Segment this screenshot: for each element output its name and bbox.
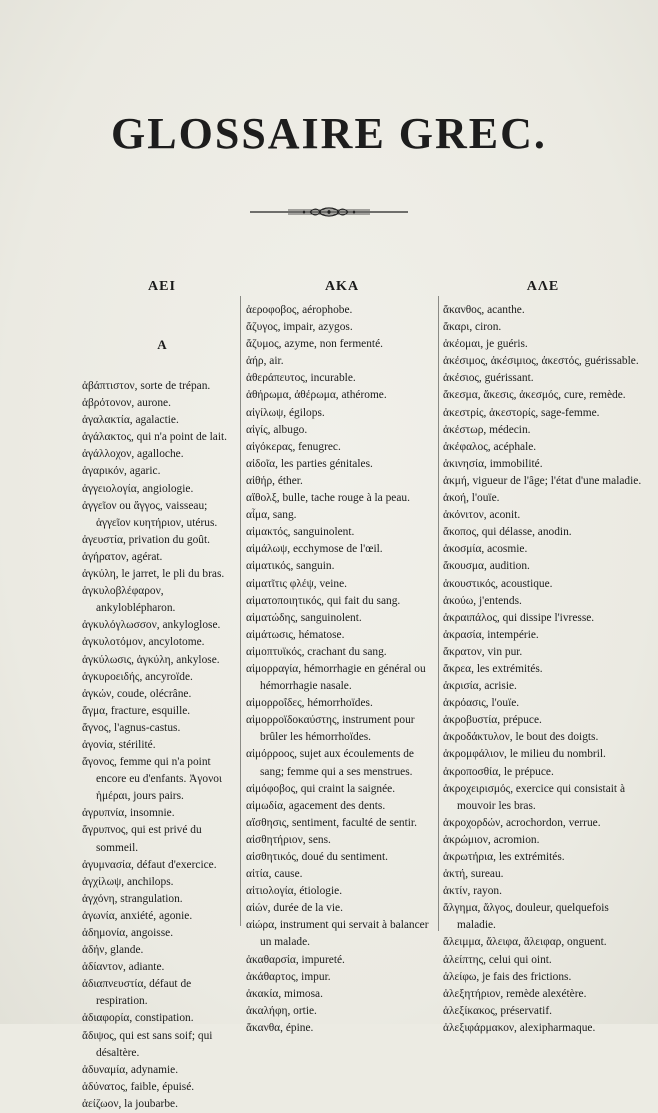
- glossary-entry: ἄγνος, l'agnus-castus.: [82, 721, 181, 734]
- glossary-entry: ἄκαρι, ciron.: [443, 321, 502, 334]
- section-letter: A: [157, 337, 167, 352]
- glossary-entry: ἀγκυροειδής, ancyroïde.: [82, 670, 193, 683]
- glossary-entry: ἀδιαπνευστία, défaut de respiration.: [82, 978, 192, 1008]
- glossary-entry: ἄκοπος, qui délasse, anodin.: [443, 526, 572, 539]
- glossary-entry: ἀγκύλωσις, ἀγκύλη, ankylose.: [82, 653, 220, 666]
- glossary-entry: αἱματῖτις φλέψ, veine.: [246, 577, 347, 590]
- glossary-entry: αἱμόφοβος, qui craint la saignée.: [246, 782, 396, 795]
- column-3: [443, 278, 643, 1037]
- glossary-entry: ἀθεράπευτος, incurable.: [246, 372, 356, 385]
- glossary-entry: ἀκραιπάλος, qui dissipe l'ivresse.: [443, 611, 595, 624]
- glossary-entry: ἀθήρωμα, ἀθέρωμα, athérome.: [246, 389, 387, 402]
- glossary-entry: ἀκμή, vigueur de l'âge; l'état d'une maladie.: [443, 474, 642, 487]
- entry-list: [246, 302, 438, 1037]
- glossary-entry: ἀγαρικόν, agaric.: [82, 465, 161, 478]
- glossary-entry: ἀκτή, sureau.: [443, 868, 504, 881]
- glossary-entry: αἰτία, cause.: [246, 868, 303, 881]
- glossary-entry: ἀκαθαρσία, impureté.: [246, 953, 345, 966]
- glossary-entry: ἀκάθαρτος, impur.: [246, 970, 331, 983]
- glossary-entry: ἀβάπτιστον, sorte de trépan.: [82, 380, 211, 392]
- glossary-entry: ἀγκυλοβλέφαρον, ankyloblépharon.: [82, 585, 176, 615]
- glossary-entry: αἰγίλωψ, égilops.: [246, 406, 325, 419]
- glossary-entry: ἀγκών, coude, olécrâne.: [82, 687, 192, 700]
- glossary-entry: αἰσθητήριον, sens.: [246, 833, 331, 846]
- glossary-entry: ἀγωνία, anxiété, agonie.: [82, 909, 193, 922]
- glossary-entry: ἀκόνιτον, aconit.: [443, 509, 521, 522]
- glossary-entry: ἀκρόασις, l'ouïe.: [443, 697, 520, 710]
- glossary-entry: ἀδίαντον, adiante.: [82, 961, 165, 974]
- glossary-entry: ἀήρ, air.: [246, 355, 284, 368]
- glossary-entry: αἰθήρ, éther.: [246, 474, 303, 487]
- glossary-entry: ἀκροχειρισμός, exercice qui consistait à mouvoir les bras.: [443, 782, 625, 812]
- glossary-entry: ἀδημονία, angoisse.: [82, 927, 174, 939]
- glossary-entry: ἀγχίλωψ, anchilops.: [82, 875, 174, 888]
- glossary-entry: ἀεροφοβος, aérophobe.: [246, 304, 353, 316]
- glossary-entry: ἄκεσμα, ἄκεσις, ἀκεσμός, cure, remède.: [443, 389, 626, 402]
- glossary-entry: αἰδοῖα, les parties génitales.: [246, 457, 373, 470]
- glossary-entry: ἀκουστικός, acoustique.: [443, 577, 553, 590]
- glossary-entry: αἱμωδία, agacement des dents.: [246, 799, 386, 812]
- glossary-entry: αἱματώδης, sanguinolent.: [246, 611, 362, 624]
- glossary-entry: ἀγγεῖον ou ἄγγος, vaisseau; ἀγγεῖον κυητήριον, utérus.: [82, 499, 218, 529]
- glossary-entry: αἰσθητικός, doué du sentiment.: [246, 851, 388, 863]
- glossary-entry: αἱμοπτυϊκός, crachant du sang.: [246, 645, 387, 658]
- glossary-entry: ἀκέστωρ, médecin.: [443, 423, 531, 436]
- glossary-entry: ἀγχόνη, strangulation.: [82, 892, 183, 905]
- column-header: AKA: [324, 279, 360, 294]
- glossary-entry: ἄλγημα, ἄλγος, douleur, quelquefois maladie.: [443, 902, 609, 932]
- glossary-entry: ἀκοή, l'ouïe.: [443, 492, 500, 505]
- glossary-entry: αἱμάλωψ, ecchymose de l'œil.: [246, 543, 383, 556]
- glossary-entry: ἀλεξιφάρμακον, alexipharmaque.: [443, 1021, 596, 1034]
- glossary-entry: αἱματικός, sanguin.: [246, 560, 335, 573]
- glossary-entry: ἀκρισία, acrisie.: [443, 680, 517, 693]
- glossary-entry: ἄδιψος, qui est sans soif; qui désaltère.: [82, 1029, 213, 1059]
- glossary-entry: ἀκρομφάλιον, le milieu du nombril.: [443, 748, 606, 761]
- glossary-entry: ἀλείπτης, celui qui oint.: [443, 953, 552, 966]
- glossary-entry: ἀκρωτήρια, les extrémités.: [443, 851, 565, 863]
- glossary-entry: ἀγυμνασία, défaut d'exercice.: [82, 858, 217, 871]
- glossary-entry: ἄγμα, fracture, esquille.: [82, 704, 191, 717]
- glossary-entry: ἀκροβυστία, prépuce.: [443, 714, 542, 727]
- glossary-entry: ἀκαλήφη, ortie.: [246, 1004, 317, 1017]
- glossary-entry: ἀγκυλοτόμον, ancylotome.: [82, 636, 205, 649]
- glossary-entry: ἀκέσιμος, ἀκέσιμιος, ἀκεστός, guérissable.: [443, 355, 639, 368]
- glossary-entry: ἀγγειολογία, angiologie.: [82, 482, 194, 495]
- glossary-entry: ἄγονος, femme qui n'a point encore eu d'enfants. Ἀγονοι ἡμέραι, jours pairs.: [82, 756, 222, 803]
- entry-list: [443, 302, 643, 1037]
- glossary-entry: ἀδήν, glande.: [82, 944, 144, 957]
- glossary-entry: ἄκρατον, vin pur.: [443, 645, 523, 658]
- glossary-entry: ἀκέσιος, guérissant.: [443, 372, 534, 385]
- glossary-entry: ἀβρότονον, aurone.: [82, 397, 171, 410]
- glossary-entry: αἰώρα, instrument qui servait à balancer un malade.: [246, 919, 429, 949]
- glossary-entry: ἀκινησία, immobilité.: [443, 457, 543, 470]
- glossary-entry: ἀλεξίκακος, préservatif.: [443, 1004, 552, 1017]
- glossary-entry: ἀκεστρίς, ἀκεστορίς, sage-femme.: [443, 406, 600, 419]
- glossary-entry: αἰτιολογία, étiologie.: [246, 885, 343, 898]
- entry-list: [82, 378, 242, 1113]
- glossary-entry: ἀκρασία, intempérie.: [443, 628, 539, 641]
- glossary-entry: ἄκρεα, les extrémités.: [443, 662, 543, 675]
- glossary-entry: ἀδυναμία, adynamie.: [82, 1063, 179, 1076]
- glossary-entry: ἀγρυπνία, insomnie.: [82, 807, 175, 820]
- glossary-entry: ἀκροχορδών, acrochordon, verrue.: [443, 816, 601, 829]
- glossary-entry: ἀδύνατος, faible, épuisé.: [82, 1080, 195, 1093]
- glossary-entry: ἀκροποσθία, le prépuce.: [443, 765, 554, 778]
- glossary-entry: ἀκρώμιον, acromion.: [443, 833, 540, 846]
- glossary-entry: ἄζυμος, azyme, non fermenté.: [246, 338, 384, 351]
- glossary-entry: ἀγαλακτία, agalactie.: [82, 414, 179, 427]
- glossary-entry: ἀλεξητήριον, remède alexétère.: [443, 987, 587, 1000]
- glossary-entry: ἄκανθος, acanthe.: [443, 304, 525, 316]
- glossary-entry: ἀκέομαι, je guéris.: [443, 338, 528, 351]
- column-header: AΛE: [526, 279, 560, 294]
- glossary-entry: αἰγόκερας, fenugrec.: [246, 440, 341, 453]
- glossary-entry: ἀγήρατον, agérat.: [82, 550, 163, 563]
- column-header: AEI: [148, 279, 176, 294]
- column-2: [246, 278, 438, 1037]
- glossary-entry: ἀκοσμία, acosmie.: [443, 543, 528, 556]
- glossary-entry: αἱμορροΐδες, hémorrhoïdes.: [246, 697, 373, 710]
- glossary-entry: ἀκροδάκτυλον, le bout des doigts.: [443, 731, 599, 744]
- glossary-entry: ἄζυγος, impair, azygos.: [246, 321, 353, 334]
- glossary-entry: αἱμορραγία, hémorrhagie en général ou hémorrhagie nasale.: [246, 662, 426, 693]
- glossary-entry: ἀκούω, j'entends.: [443, 594, 522, 607]
- glossary-entry: ἀγάλλοχον, agalloche.: [82, 448, 184, 461]
- glossary-entry: αἴσθησις, sentiment, faculté de sentir.: [246, 816, 417, 829]
- glossary-entry: ἀλείφω, je fais des frictions.: [443, 970, 572, 983]
- glossary-entry: ἀκακία, mimosa.: [246, 987, 323, 1000]
- glossary-entry: ἄκανθα, épine.: [246, 1021, 314, 1034]
- ornament-divider-icon: [248, 200, 410, 224]
- glossary-entry: αἱμορροϊδοκαύστης, instrument pour brûler les hémorrhoïdes.: [246, 714, 415, 744]
- column-1: [82, 278, 242, 1113]
- glossary-entry: αἷμα, sang.: [246, 509, 297, 522]
- glossary-entry: ἀκτίν, rayon.: [443, 885, 502, 898]
- glossary-entry: ἀγάλακτος, qui n'a point de lait.: [82, 431, 227, 444]
- glossary-entry: ἀγκυλόγλωσσον, ankyloglose.: [82, 619, 221, 632]
- glossary-entry: ἀδιαφορία, constipation.: [82, 1012, 194, 1025]
- glossary-entry: αἱμάτωσις, hématose.: [246, 628, 345, 641]
- glossary-entry: ἀκέφαλος, acéphale.: [443, 440, 537, 453]
- glossary-entry: αἰγίς, albugo.: [246, 423, 308, 436]
- glossary-entry: ἄκουσμα, audition.: [443, 560, 530, 573]
- glossary-entry: αἱμακτός, sanguinolent.: [246, 526, 355, 539]
- glossary-entry: αἱμόρροος, sujet aux écoulements de sang; femme qui a ses menstrues.: [246, 748, 414, 778]
- glossary-entry: αἴθολξ, bulle, tache rouge à la peau.: [246, 492, 410, 505]
- glossary-entry: ἄλειμμα, ἄλειφα, ἄλειφαρ, onguent.: [443, 936, 607, 949]
- glossary-entry: ἀγονία, stérilité.: [82, 738, 156, 751]
- glossary-entry: ἀείζωον, la joubarbe.: [82, 1097, 178, 1110]
- glossary-entry: ἀγευστία, privation du goût.: [82, 533, 210, 546]
- glossary-entry: αἰών, durée de la vie.: [246, 902, 343, 915]
- glossary-entry: ἄγρυπνος, qui est privé du sommeil.: [82, 824, 202, 854]
- glossary-entry: ἀγκύλη, le jarret, le pli du bras.: [82, 568, 225, 581]
- page-title: GLOSSAIRE GREC.: [111, 109, 547, 158]
- glossary-entry: αἱματοποιητικός, qui fait du sang.: [246, 594, 401, 607]
